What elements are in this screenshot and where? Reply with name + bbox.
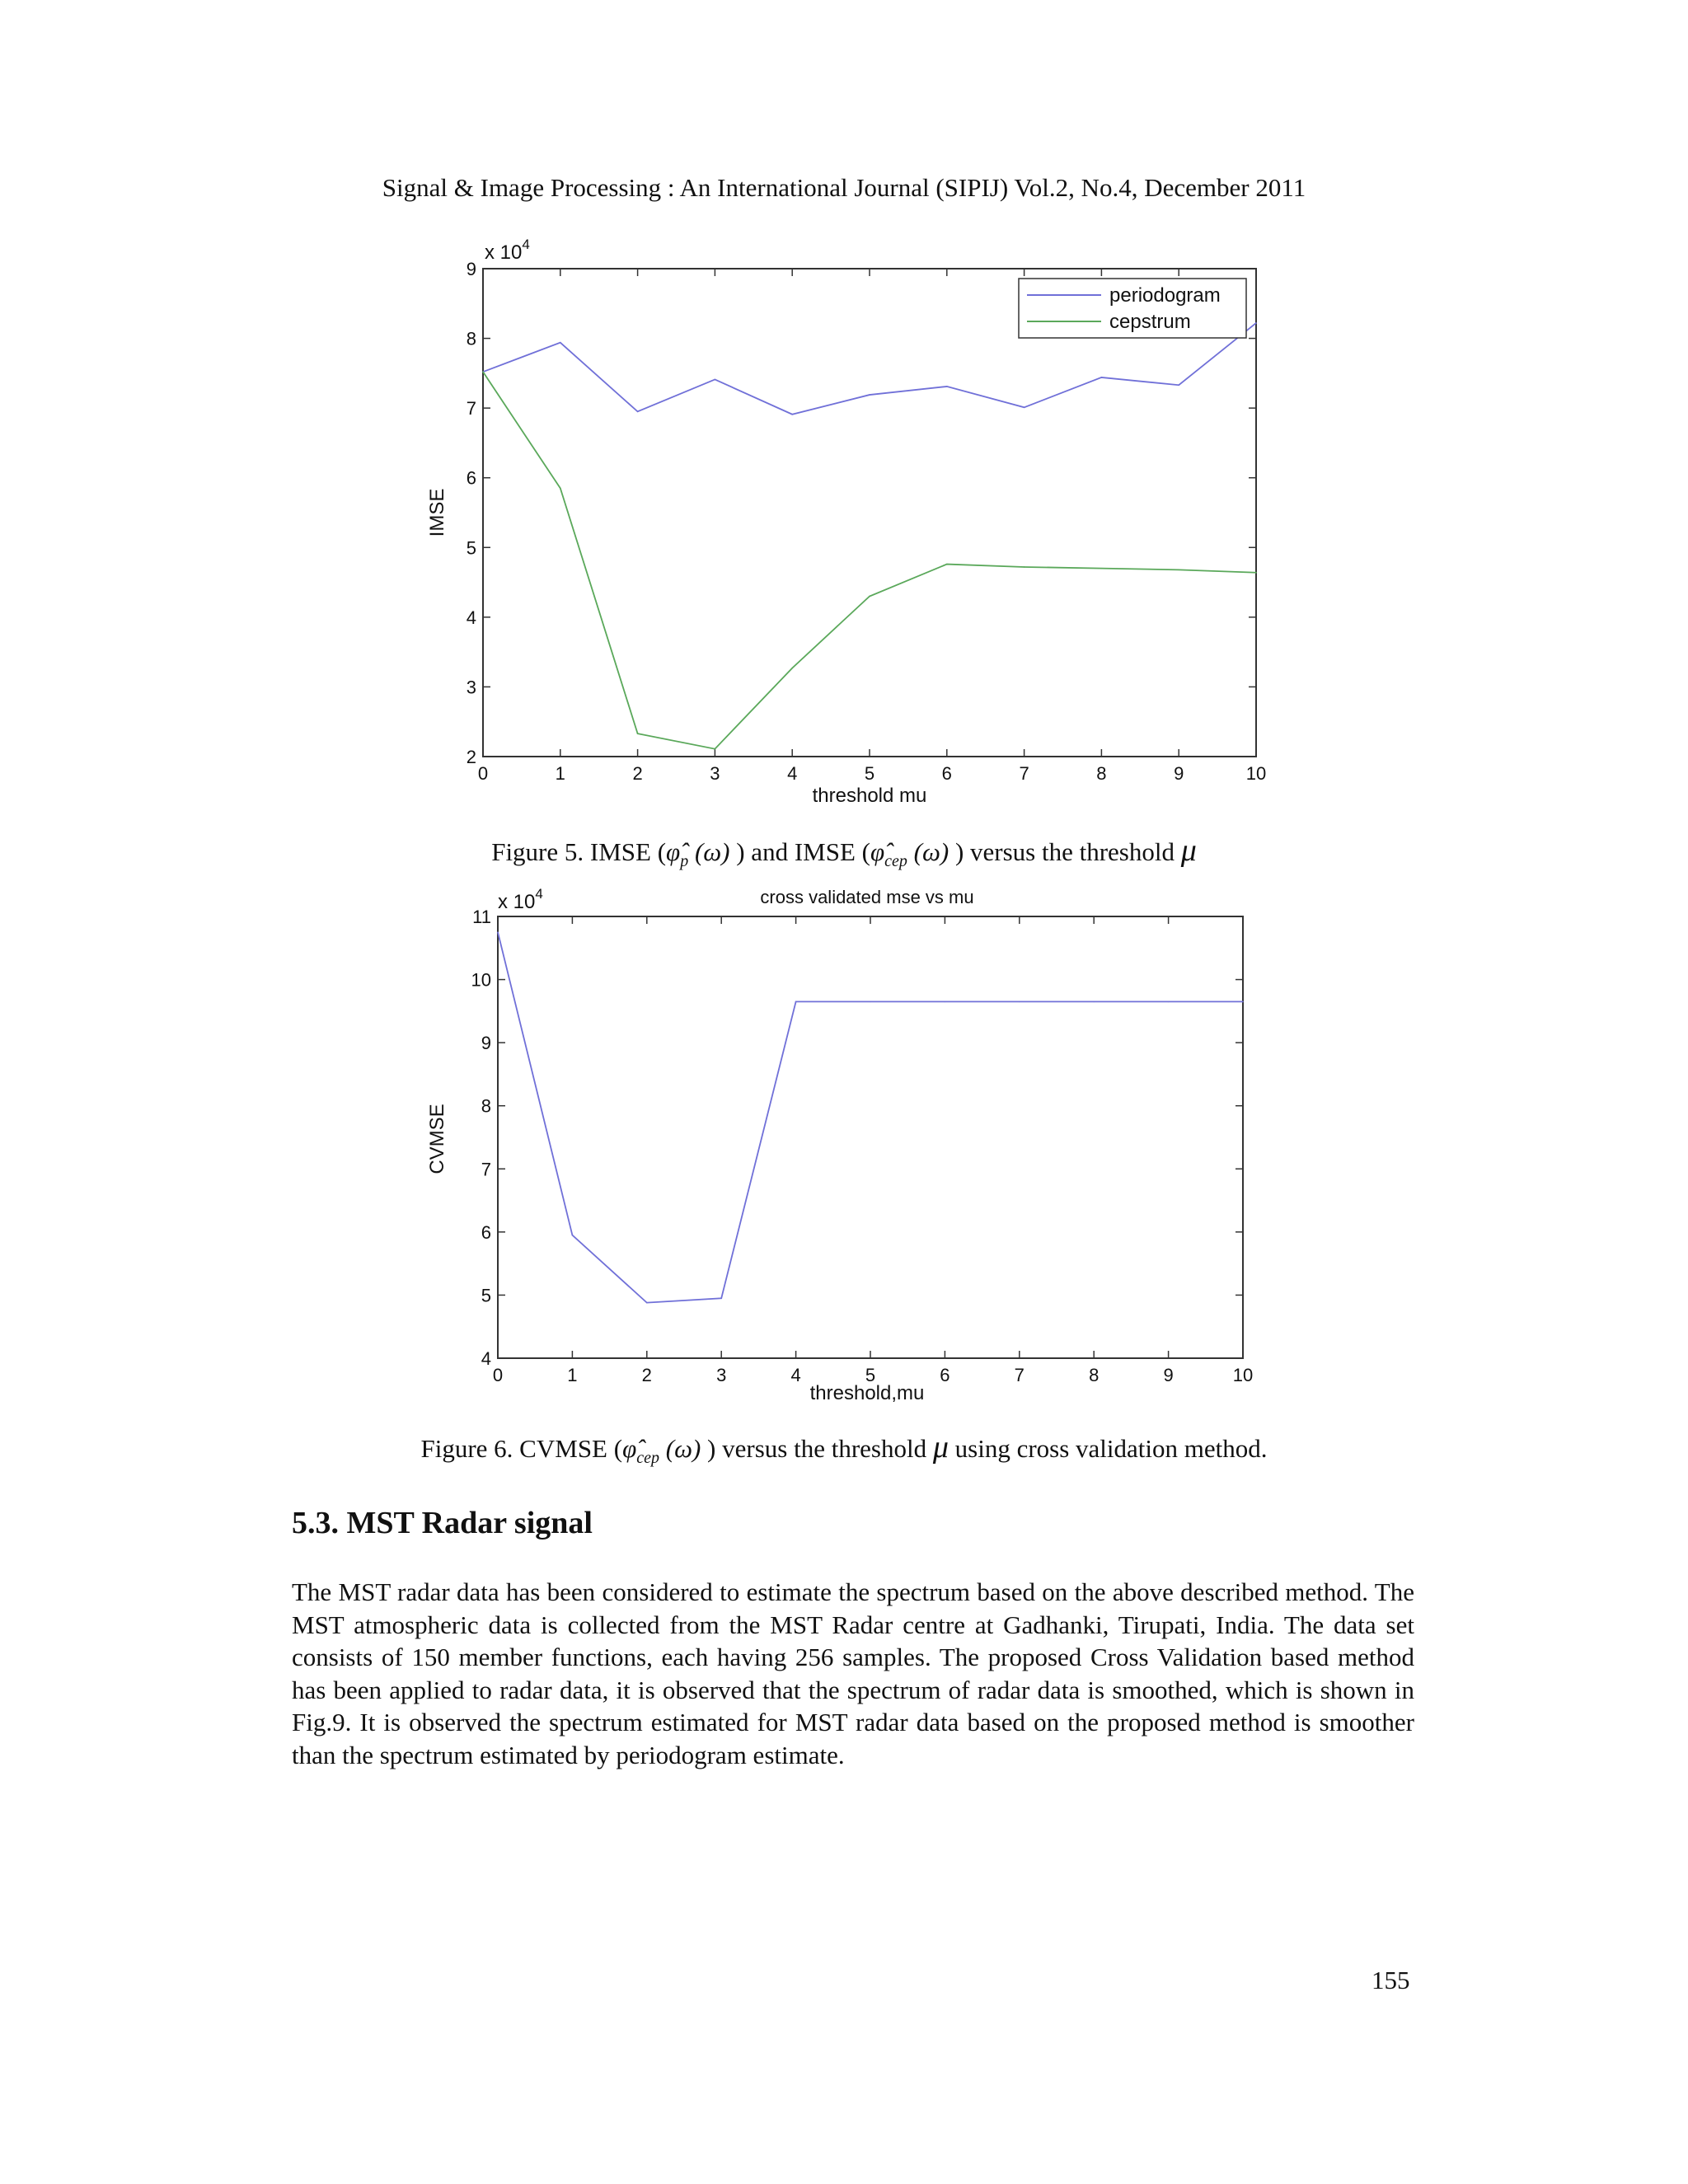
data-point [720,1297,722,1299]
data-point [560,488,561,490]
figure-6-svg [0,874,1688,1418]
y-tick-label: 3 [466,677,476,698]
y-tick-label: 11 [472,907,491,927]
journal-header: Signal & Image Processing : An International Journal (SIPIJ) Vol.2, No.4, December 2011 [382,173,1306,202]
phi-subscript: cep [636,1449,659,1468]
x-tick-label: 2 [641,1365,652,1385]
x-tick-label: 9 [1163,1365,1174,1385]
figure-5-svg [0,239,1688,816]
omega-symbol: (ω) [913,837,950,866]
x-tick-label: 6 [940,1365,950,1385]
caption-text: ) versus the threshold [707,1434,927,1463]
y-axis-label: CVMSE [426,1104,448,1174]
y-tick-label: 7 [481,1159,491,1180]
x-tick-label: 10 [1232,1365,1254,1385]
data-point [1101,568,1103,569]
y-tick-label: 8 [466,328,476,349]
caption-text: Figure 6. CVMSE ( [420,1434,623,1463]
data-point [795,1001,797,1003]
data-point [1019,1001,1020,1003]
x-tick-label: 8 [1096,763,1107,784]
data-point [791,414,793,415]
data-point [637,411,639,413]
x-axis-label: threshold mu [812,785,927,807]
body-paragraph: The MST radar data has been considered to estimate the spectrum based on the above described method. The MST atmospheric data is collected from the MST Radar centre at Gadhanki, Tirupati, India. The data set consists of 150 member functions, each having 256 samples. The proposed Cross Validation based method has been applied to radar data, it is observed that the spectrum of radar data is smoothed, which is shown in Fig.9. It is observed the spectrum estimated for MST radar data based on the proposed method is smoother than the spectrum estimated by periodogram estimate. [292,1577,1414,1769]
data-point [1255,322,1257,324]
y-tick-label: 4 [466,607,476,628]
y-tick-label: 7 [466,398,476,419]
y-tick-label: 10 [471,969,491,991]
x-tick-label: 0 [477,763,489,784]
data-point [1101,377,1103,378]
data-point [945,1001,946,1003]
x-tick-label: 4 [790,1365,801,1385]
mu-symbol: μ [932,1430,949,1465]
figure-5-chart [0,239,1688,816]
y-tick-label: 8 [481,1095,491,1117]
data-point [715,379,716,381]
data-point [646,1302,648,1304]
data-point [1093,1001,1095,1003]
legend-label-cepstrum: cepstrum [1109,311,1191,333]
x-tick-label: 6 [941,763,952,784]
y-scale-label: x $10^4$ [498,886,543,913]
x-tick-label: 0 [492,1365,504,1385]
y-tick-label: 6 [466,467,476,489]
caption-text: using cross validation method. [954,1434,1268,1463]
x-tick-label: 4 [787,763,798,784]
y-tick-label: 5 [481,1285,491,1306]
caption-text: Figure 5. IMSE ( [491,837,667,866]
phi-symbol: φ̂ [666,837,681,866]
data-point [791,668,793,669]
phi-symbol: φ̂ [870,837,885,866]
data-point [572,1235,574,1236]
y-tick-label: 9 [466,259,476,279]
data-point [497,931,499,933]
data-point [1178,569,1179,571]
plot-frame [498,916,1243,1358]
x-tick-label: 1 [567,1365,578,1385]
data-point [946,564,948,565]
chart-title: cross validated mse vs mu [760,887,974,907]
omega-symbol: (ω) [694,837,730,866]
y-tick-label: 6 [481,1221,491,1243]
data-point [560,342,561,344]
data-point [482,371,484,373]
data-point [1255,572,1257,574]
mu-symbol: μ [1180,833,1197,868]
x-tick-label: 1 [555,763,565,784]
phi-symbol: φ̂ [622,1434,637,1463]
y-tick-label: 2 [466,747,476,767]
caption-text: ) versus the threshold [954,837,1175,866]
data-point [869,394,870,396]
x-tick-label: 3 [710,763,720,784]
x-tick-label: 3 [716,1365,727,1385]
x-tick-label: 2 [632,763,643,784]
x-tick-label: 7 [1019,763,1029,784]
data-point [1024,566,1025,568]
section-heading: 5.3. MST Radar signal [292,1506,593,1540]
data-point [869,596,870,598]
x-tick-label: 8 [1089,1365,1100,1385]
x-tick-label: 7 [1014,1365,1025,1385]
y-tick-label: 5 [466,537,476,559]
figure-6-caption [0,1429,1688,1468]
y-axis-label: IMSE [426,488,448,537]
figure-6-chart [0,874,1688,1418]
y-tick-label: 9 [481,1033,491,1054]
x-tick-label: 10 [1245,763,1267,784]
plot-frame [483,269,1256,757]
phi-subscript: cep [884,852,907,871]
data-point [870,1001,871,1003]
data-point [1242,1001,1244,1003]
x-axis-label: threshold,mu [809,1382,925,1404]
phi-subscript: p [680,852,689,871]
figure-5-caption [0,832,1688,871]
data-point [1178,384,1179,386]
x-tick-label: 9 [1174,763,1184,784]
y-tick-label: 4 [481,1348,491,1369]
x-tick-label: 5 [865,1365,876,1385]
legend [1019,279,1246,338]
data-point [637,733,639,734]
y-scale-label: x $10^4$ [485,239,530,264]
legend-label-periodogram: periodogram [1109,284,1221,307]
data-point [1168,1001,1170,1003]
page-number: 155 [1372,1966,1410,1994]
caption-text: ) and IMSE ( [736,837,870,866]
data-point [715,748,716,750]
data-point [946,386,948,387]
x-tick-label: 5 [864,763,875,784]
omega-symbol: (ω) [665,1434,701,1463]
data-point [1024,406,1025,408]
